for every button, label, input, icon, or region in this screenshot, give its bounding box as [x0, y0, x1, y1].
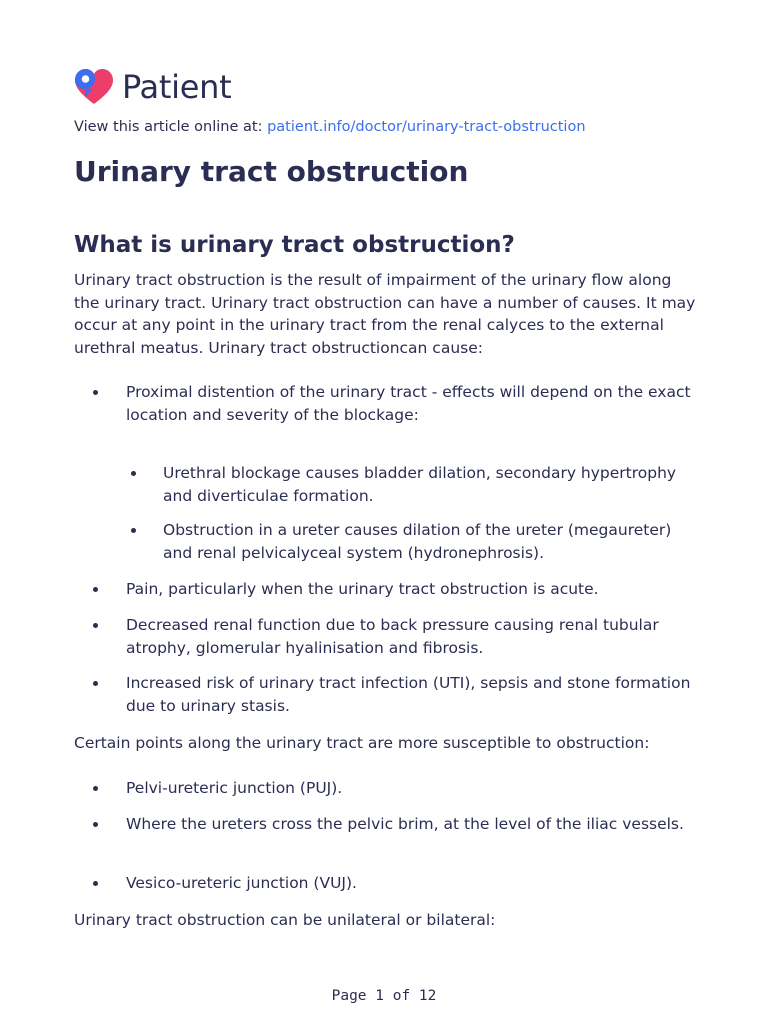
brand-name: Patient	[122, 68, 232, 106]
list-item: Increased risk of urinary tract infection (UTI), sepsis and stone formation due to urinary stasis.	[126, 674, 691, 715]
section-heading: What is urinary tract obstruction?	[74, 232, 515, 258]
page-title: Urinary tract obstruction	[74, 155, 469, 188]
list-item: Where the ureters cross the pelvic brim, at the level of the iliac vessels.	[126, 815, 684, 833]
list-item: Proximal distention of the urinary tract - effects will depend on the exact location and severity of the blockage:	[126, 383, 691, 424]
page-number: Page 1 of 12	[331, 988, 437, 1004]
closing-paragraph: Urinary tract obstruction can be unilateral or bilateral:	[74, 911, 496, 929]
list-item: Obstruction in a ureter causes dilation of the ureter (megaureter) and renal pelvicalyceal system (hydronephrosis).	[163, 521, 672, 562]
bullet-dot	[93, 623, 98, 628]
bullet-dot	[93, 390, 98, 395]
article-link[interactable]: patient.info/doctor/urinary-tract-obstruction	[267, 119, 586, 135]
bullet-dot	[131, 471, 136, 476]
article-online-line	[74, 118, 586, 136]
bullet-dot	[93, 881, 98, 886]
patient-heart-icon	[74, 68, 114, 106]
bullet-dot	[93, 587, 98, 592]
online-prefix: View this article online at:	[74, 119, 263, 135]
list-item: Pelvi-ureteric junction (PUJ).	[126, 779, 343, 797]
bullet-dot	[93, 822, 98, 827]
list-item: Decreased renal function due to back pressure causing renal tubular atrophy, glomerular hyalinisation and fibrosis.	[126, 616, 659, 657]
list-item: Pain, particularly when the urinary tract obstruction is acute.	[126, 580, 599, 598]
bullet-dot	[131, 528, 136, 533]
list-item: Urethral blockage causes bladder dilation, secondary hypertrophy and diverticulae formation.	[163, 464, 677, 505]
bullet-dot	[93, 681, 98, 686]
points-intro: Certain points along the urinary tract are more susceptible to obstruction:	[74, 734, 650, 752]
brand-logo[interactable]	[74, 68, 231, 106]
intro-paragraph: Urinary tract obstruction is the result of impairment of the urinary flow along the urinary tract. Urinary tract obstruction can have a number of causes. It may occur at any point in the urinary tract from the renal calyces to the external urethral meatus. Urinary tract obstructioncan cause:	[74, 271, 696, 357]
bullet-dot	[93, 786, 98, 791]
list-item: Vesico-ureteric junction (VUJ).	[126, 874, 357, 892]
